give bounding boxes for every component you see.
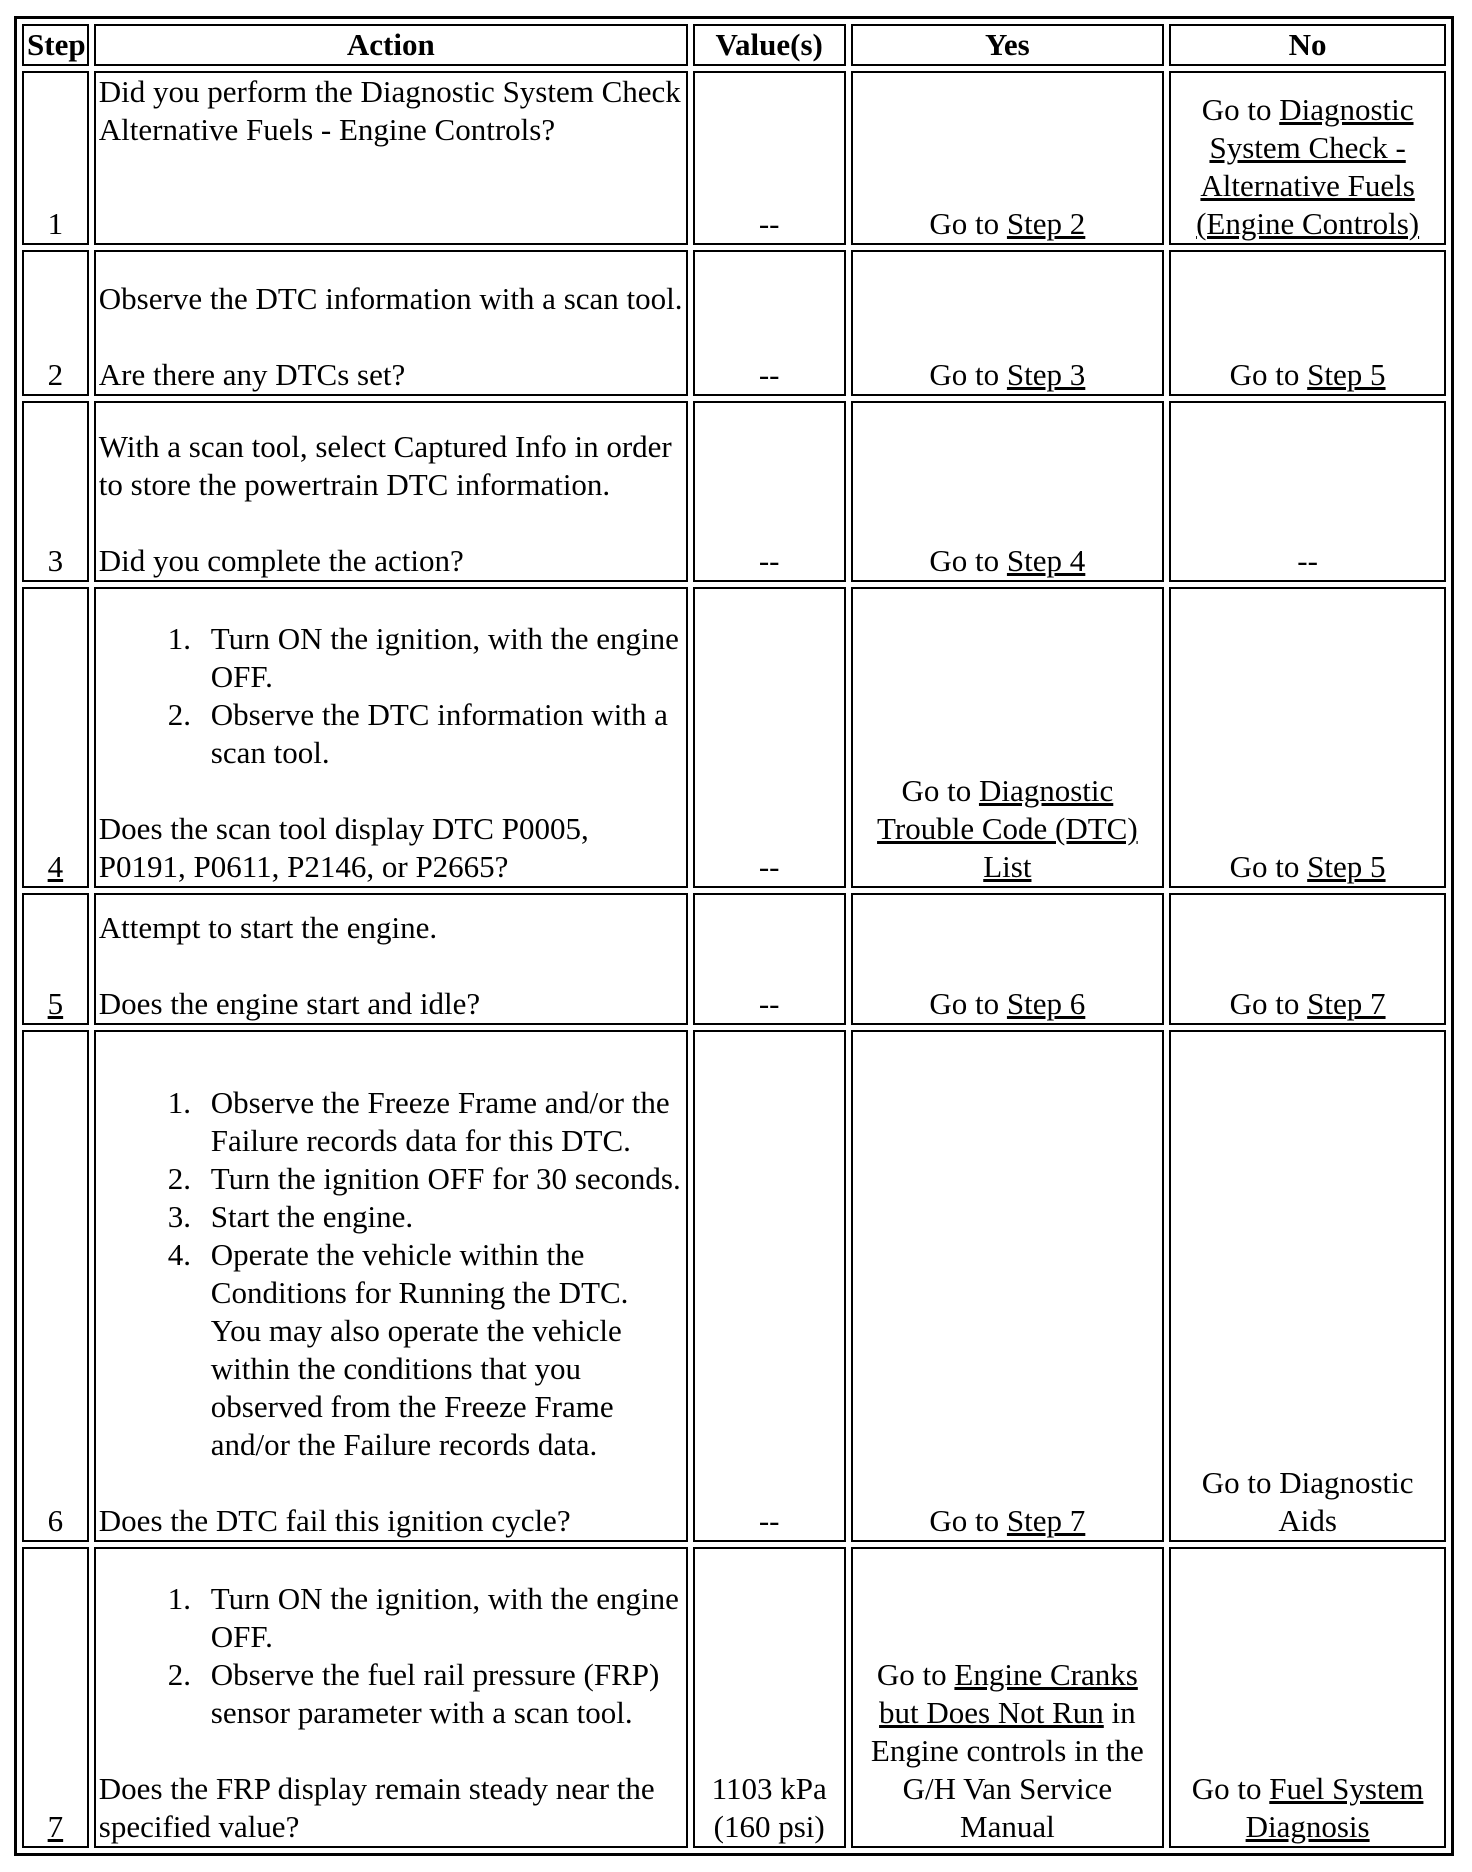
- yes-cell: [851, 587, 1165, 888]
- value-cell: --: [693, 250, 846, 396]
- value-cell: --: [693, 1030, 846, 1543]
- no-link-fuel-system-diagnosis[interactable]: Fuel System Diagnosis: [1245, 1771, 1424, 1844]
- action-list: [99, 1580, 683, 1732]
- list-item: 2. Observe the DTC information with a scan tool.: [199, 696, 683, 772]
- yes-prefix: Go to: [929, 543, 1007, 579]
- list-item: 4. Operate the vehicle within the Conditions for Running the DTC. You may also operate the vehicle within the conditions that you observed from the Freeze Frame and/or the Failure records data.: [199, 1236, 683, 1464]
- yes-link-dtc-list[interactable]: Diagnostic Trouble Code (DTC) List: [877, 773, 1138, 885]
- list-item: 1. Turn ON the ignition, with the engine OFF.: [199, 620, 683, 696]
- action-list: [99, 620, 683, 772]
- no-cell: Go to Diagnostic Aids: [1169, 1030, 1446, 1543]
- step-number: [22, 587, 89, 888]
- yes-link-step-6[interactable]: Step 6: [1006, 985, 1086, 1021]
- table-row: [22, 1547, 1446, 1848]
- action-cell: [94, 250, 688, 396]
- no-link-diagnostic-system-check[interactable]: Diagnostic System Check - Alternative Fuels (Engine Controls): [1196, 91, 1420, 241]
- step-number: 3: [22, 401, 89, 583]
- no-cell: [1169, 71, 1446, 245]
- yes-cell: [851, 1030, 1165, 1543]
- yes-cell: [851, 250, 1165, 396]
- list-item: 3. Start the engine.: [199, 1198, 683, 1236]
- action-cell: [94, 893, 688, 1024]
- no-link-step-5[interactable]: Step 5: [1307, 849, 1386, 885]
- step-number: 1: [22, 71, 89, 245]
- yes-prefix: Go to: [876, 1657, 955, 1692]
- action-cell: [94, 1547, 688, 1848]
- action-question: Does the DTC fail this ignition cycle?: [98, 1503, 571, 1539]
- no-link-step-7[interactable]: Step 7: [1307, 985, 1386, 1021]
- yes-prefix: Go to: [901, 773, 979, 809]
- yes-link-step-3[interactable]: Step 3: [1006, 356, 1086, 392]
- header-no: No: [1169, 24, 1446, 66]
- step-number: 6: [22, 1030, 89, 1543]
- value-cell: --: [693, 587, 846, 888]
- step-number: 2: [22, 250, 89, 396]
- table-row: [22, 250, 1446, 396]
- value-cell: --: [693, 401, 846, 583]
- yes-cell: [851, 1547, 1165, 1848]
- header-yes: Yes: [851, 24, 1165, 66]
- no-cell: [1169, 1547, 1446, 1848]
- action-cell: [94, 401, 688, 583]
- no-cell: [1169, 250, 1446, 396]
- action-question: Does the FRP display remain steady near the specified value?: [98, 1771, 655, 1844]
- no-cell: [1169, 893, 1446, 1024]
- action-text: Observe the DTC information with a scan tool.: [98, 280, 683, 316]
- step-link[interactable]: 4: [47, 849, 64, 885]
- action-cell: [94, 71, 688, 245]
- yes-link-step-2[interactable]: Step 2: [1006, 205, 1086, 241]
- yes-prefix: Go to: [929, 205, 1007, 241]
- yes-suffix: in Engine controls in the G/H Van Service Manual: [870, 1695, 1144, 1844]
- no-prefix: Go to: [1229, 356, 1308, 392]
- yes-prefix: Go to: [929, 356, 1007, 392]
- no-prefix: Go to: [1229, 849, 1308, 885]
- yes-cell: [851, 893, 1165, 1024]
- header-values: Value(s): [693, 24, 846, 66]
- table-row: [22, 587, 1446, 888]
- list-item: 2. Observe the fuel rail pressure (FRP) sensor parameter with a scan tool.: [199, 1656, 683, 1732]
- action-text: Attempt to start the engine.: [98, 909, 438, 945]
- no-link-step-5[interactable]: Step 5: [1307, 356, 1386, 392]
- action-cell: [94, 1030, 688, 1543]
- list-item: 1. Observe the Freeze Frame and/or the Failure records data for this DTC.: [199, 1084, 683, 1160]
- action-question: Are there any DTCs set?: [98, 356, 406, 392]
- yes-prefix: Go to: [929, 985, 1007, 1021]
- table-row: [22, 71, 1446, 245]
- no-cell: --: [1169, 401, 1446, 583]
- yes-cell: [851, 71, 1165, 245]
- list-item: 2. Turn the ignition OFF for 30 seconds.: [199, 1160, 683, 1198]
- no-prefix: Go to: [1191, 1771, 1270, 1806]
- table-row: [22, 401, 1446, 583]
- step-number: [22, 893, 89, 1024]
- action-question: Did you complete the action?: [98, 543, 464, 579]
- diagnostic-table: [14, 16, 1454, 1856]
- step-number: [22, 1547, 89, 1848]
- action-question: Does the engine start and idle?: [98, 985, 481, 1021]
- value-cell: --: [693, 71, 846, 245]
- step-link[interactable]: 7: [47, 1809, 64, 1844]
- yes-cell: [851, 401, 1165, 583]
- action-question: Does the scan tool display DTC P0005, P0191, P0611, P2146, or P2665?: [98, 811, 589, 885]
- table-row: [22, 1030, 1446, 1543]
- action-cell: [94, 587, 688, 888]
- header-row: [22, 24, 1446, 66]
- value-cell: 1103 kPa (160 psi): [693, 1547, 846, 1848]
- no-prefix: Go to: [1229, 985, 1308, 1021]
- no-cell: [1169, 587, 1446, 888]
- step-link[interactable]: 5: [47, 985, 64, 1021]
- list-item: 1. Turn ON the ignition, with the engine OFF.: [199, 1580, 683, 1656]
- action-text: Did you perform the Diagnostic System Check Alternative Fuels - Engine Controls?: [98, 74, 681, 147]
- header-step: Step: [22, 24, 89, 66]
- yes-prefix: Go to: [929, 1503, 1007, 1539]
- table-row: [22, 893, 1446, 1024]
- yes-link-step-7[interactable]: Step 7: [1006, 1503, 1086, 1539]
- header-action: Action: [94, 24, 688, 66]
- yes-link-engine-cranks[interactable]: Engine Cranks but Does Not Run: [879, 1657, 1138, 1730]
- action-text: With a scan tool, select Captured Info in order to store the powertrain DTC information.: [98, 429, 672, 503]
- action-list: [99, 1084, 683, 1464]
- yes-link-step-4[interactable]: Step 4: [1006, 543, 1086, 579]
- value-cell: --: [693, 893, 846, 1024]
- no-prefix: Go to: [1201, 91, 1280, 127]
